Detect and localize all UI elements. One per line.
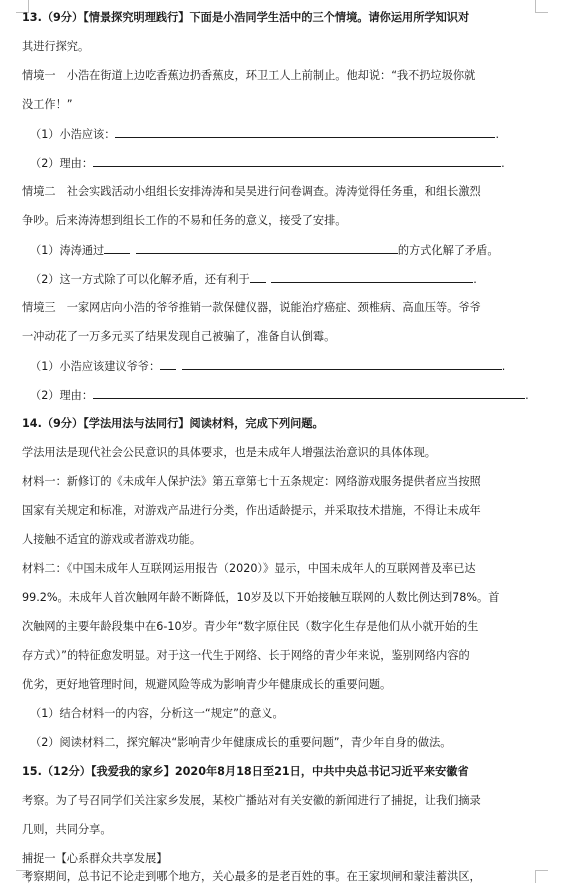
answer-blank[interactable] bbox=[136, 242, 398, 254]
answer-blank[interactable] bbox=[93, 155, 501, 167]
q13-s3-question2 bbox=[30, 387, 542, 404]
q14-material1: 人接触不适宜的游戏或者游戏功能。 bbox=[22, 533, 202, 546]
q14-question2: （2）阅读材料二，探究解决“影响青少年健康成长的重要问题”，青少年自身的做法。 bbox=[30, 736, 452, 749]
question-label: （2）理由： bbox=[30, 157, 94, 170]
question-label: （1）小浩应该建议爷爷： bbox=[30, 360, 161, 373]
q14-material2: 存方式）”的特征愈发明显。对于这一代生于网络、长于网络的青少年来说，鉴别网络内容的 bbox=[22, 649, 470, 662]
q14-material2: 次触网的主要年龄段集中在6-10岁。青少年“数字原住民（数字化生存是他们从小就开始的生 bbox=[22, 620, 479, 633]
answer-blank[interactable] bbox=[104, 242, 130, 254]
period: . bbox=[525, 389, 529, 402]
q13-situation2-text: 情境二 社会实践活动小组组长安排涛涛和吴昊进行问卷调查。涛涛觉得任务重，和组长激烈 bbox=[22, 185, 481, 198]
answer-blank[interactable] bbox=[160, 358, 176, 370]
q13-s1-question2 bbox=[30, 155, 542, 172]
q14-material1: 材料一：新修订的《未成年人保护法》第五章第七十五条规定：网络游戏服务提供者应当按照 bbox=[22, 475, 481, 488]
question-label: （1）涛涛通过 bbox=[30, 244, 105, 257]
answer-blank[interactable] bbox=[250, 271, 266, 283]
q13-heading: 13.（9分）【情景探究明理践行】下面是小浩同学生活中的三个情境。请你运用所学知识对 bbox=[22, 11, 470, 24]
q13-situation3-text: 一冲动花了一万多元买了结果发现自己被骗了，准备自认倒霉。 bbox=[22, 330, 336, 343]
q13-situation2-text: 争吵。后来涛涛想到组长工作的不易和任务的意义，接受了安排。 bbox=[22, 214, 347, 227]
q14-intro: 学法用法是现代社会公民意识的具体要求，也是未成年人增强法治意识的具体体现。 bbox=[22, 446, 436, 459]
q14-material2: 99.2%。未成年人首次触网年龄不断降低，10岁及以下开始接触互联网的人数比例达到78%。首 bbox=[22, 591, 500, 604]
question-label: （1）小浩应该： bbox=[30, 128, 116, 141]
q13-s1-question1 bbox=[30, 126, 542, 143]
q14-material2: 材料二：《中国未成年人互联网运用报告（2020）》显示，中国未成年人的互联网普及率已达 bbox=[22, 562, 476, 575]
period: . bbox=[495, 128, 499, 141]
q14-material2: 优劣，更好地管理时间，规避风险等成为影响青少年健康成长的重要问题。 bbox=[22, 678, 392, 691]
answer-blank[interactable] bbox=[115, 126, 495, 138]
question-label: （2）这一方式除了可以化解矛盾，还有利于 bbox=[30, 273, 250, 286]
period: . bbox=[473, 273, 477, 286]
q13-situation3-text: 情境三 一家网店向小浩的爷爷推销一款保健仪器，说能治疗癌症、颈椎病、高血压等。爷爷 bbox=[22, 301, 481, 314]
answer-blank[interactable] bbox=[182, 358, 502, 370]
q13-s2-question2 bbox=[30, 271, 542, 288]
q13-situation1-text: 情境一 小浩在街道上边吃香蕉边扔香蕉皮，环卫工人上前制止。他却说：“我不扔垃圾你就 bbox=[22, 69, 476, 82]
q13-situation1-text: 没工作！” bbox=[22, 98, 73, 111]
question-label: （2）理由： bbox=[30, 389, 94, 402]
q15-heading-cont: 考察。为了号召同学们关注家乡发展，某校广播站对有关安徽的新闻进行了捕捉，让我们摘录 bbox=[22, 794, 481, 807]
question-tail: 的方式化解了矛盾。 bbox=[397, 244, 499, 257]
q15-heading: 15.（12分）【我爱我的家乡】2020年8月18日至21日，中共中央总书记习近平来安徽省 bbox=[22, 765, 469, 778]
q13-s3-question1 bbox=[30, 358, 542, 375]
q13-s2-question1 bbox=[30, 242, 542, 259]
period: . bbox=[501, 157, 505, 170]
q15-heading-cont: 几则，共同分享。 bbox=[22, 823, 112, 836]
answer-blank[interactable] bbox=[93, 387, 525, 399]
q14-question1: （1）结合材料一的内容，分析这一“规定”的意义。 bbox=[30, 707, 284, 720]
q15-caption1: 捕捉一【心系群众共享发展】 bbox=[22, 852, 168, 865]
q13-heading-cont: 其进行探究。 bbox=[22, 40, 90, 53]
q14-material1: 国家有关规定和标准，对游戏产品进行分类，作出适龄提示，并采取技术措施，不得让未成年 bbox=[22, 504, 481, 517]
answer-blank[interactable] bbox=[271, 271, 473, 283]
q15-paragraph: 考察期间，总书记不论走到哪个地方，关心最多的是老百姓的事。在王家坝闸和蒙洼蓄洪区， bbox=[22, 870, 481, 883]
period: . bbox=[501, 360, 506, 373]
q14-heading: 14.（9分）【学法用法与法同行】阅读材料，完成下列问题。 bbox=[22, 417, 324, 430]
